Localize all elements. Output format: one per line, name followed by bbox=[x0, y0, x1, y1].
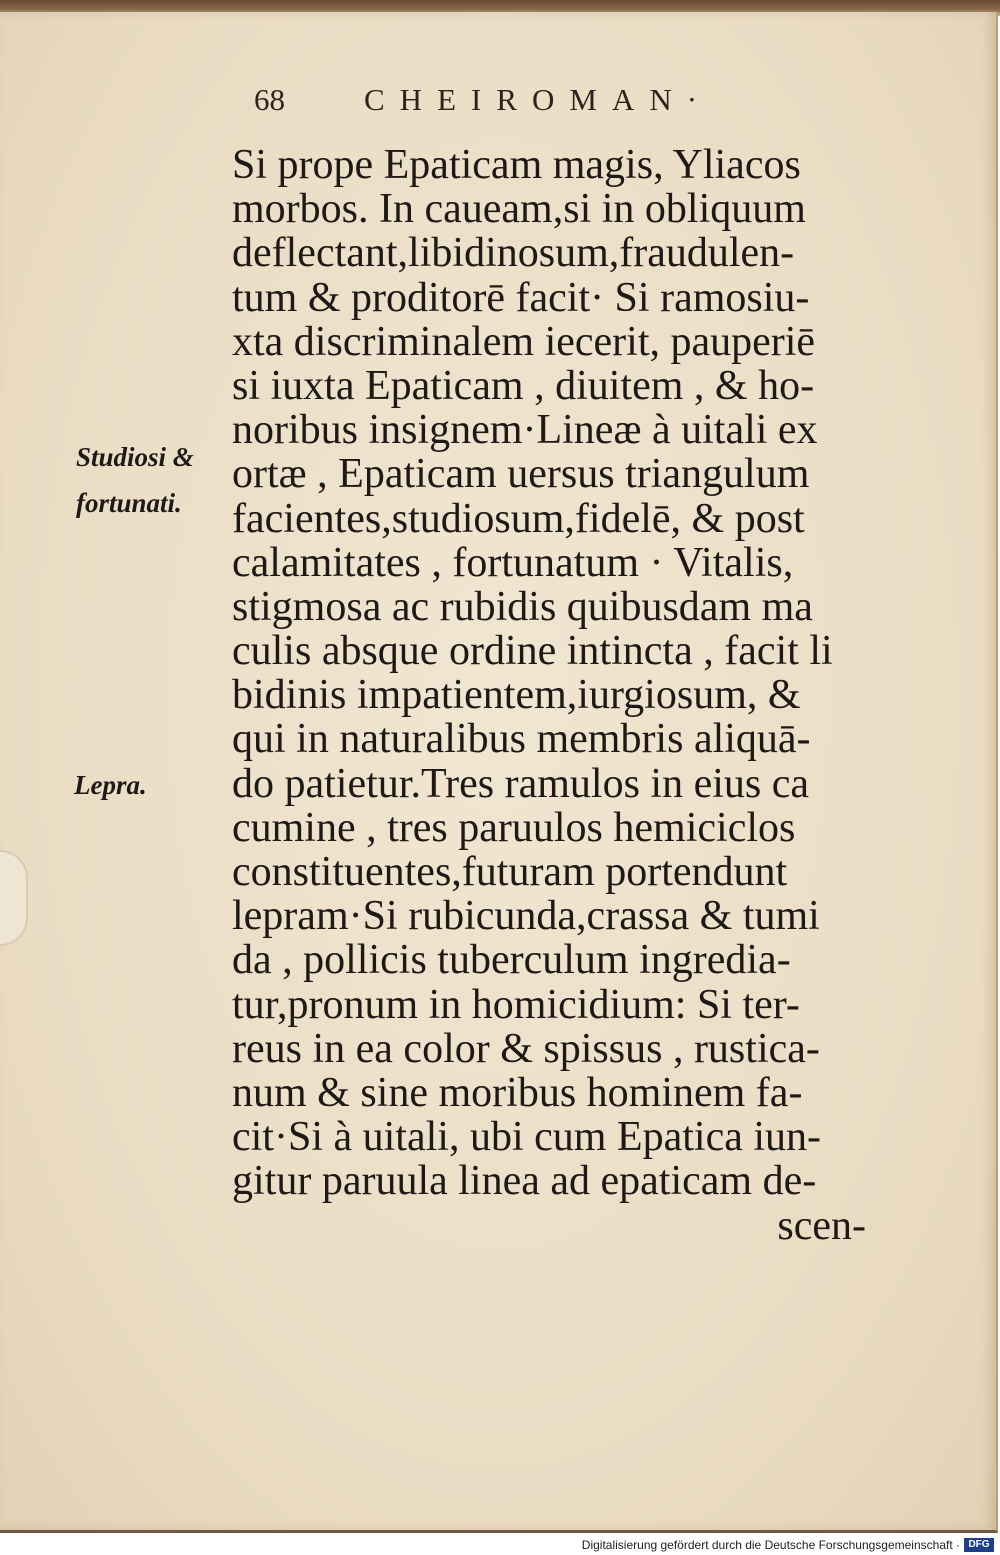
main-text bbox=[232, 143, 892, 1248]
text-line: bidinis impatientem,iurgiosum, & bbox=[232, 672, 801, 719]
catchword: scen- bbox=[777, 1202, 866, 1249]
binding-tab bbox=[0, 850, 28, 946]
text-line: cit·Si à uitali, ubi cum Epatica iun- bbox=[232, 1114, 822, 1161]
text-line: gitur paruula linea ad epaticam de- bbox=[232, 1158, 817, 1205]
text-line: culis absque ordine intincta , facit li bbox=[232, 628, 833, 675]
marginal-note-fortunati: fortunati. bbox=[76, 488, 182, 518]
text-line: noribus insignem·Lineæ à uitali ex bbox=[232, 407, 818, 454]
digitization-credit: Digitalisierung gefördert durch die Deutsche Forschungsgemeinschaft · bbox=[581, 1538, 960, 1552]
dfg-logo: DFG bbox=[964, 1538, 994, 1552]
text-line: reus in ea color & spissus , rustica- bbox=[232, 1025, 820, 1072]
text-line: ortæ , Epaticam uersus triangulum bbox=[232, 451, 810, 498]
text-line: lepram·Si rubicunda,crassa & tumi bbox=[232, 893, 820, 940]
marginal-note-lepra: Lepra. bbox=[74, 770, 147, 800]
text-line: constituentes,futuram portendunt bbox=[232, 849, 788, 895]
text-line: cumine , tres paruulos hemiciclos bbox=[232, 804, 796, 851]
text-line: tum & proditorē facit· Si ramosiu- bbox=[232, 274, 810, 321]
text-line: xta discriminalem iecerit, pauperiē bbox=[232, 318, 816, 365]
text-line: qui in naturalibus membris aliquā- bbox=[232, 716, 811, 763]
text-line: morbos. In caueam,si in obliquum bbox=[232, 186, 806, 233]
running-title: CHEIROMAN· bbox=[364, 82, 713, 117]
text-line: facientes,studiosum,fidelē, & post bbox=[232, 495, 805, 542]
text-line: da , pollicis tuberculum ingredia- bbox=[232, 937, 791, 984]
marginal-note-studiosi: Studiosi & bbox=[76, 442, 194, 472]
text-line: stigmosa ac rubidis quibusdam ma bbox=[232, 583, 813, 630]
text-line: si iuxta Epaticam , diuitem , & ho- bbox=[232, 362, 815, 409]
text-line: deflectant,libidinosum,fraudulen- bbox=[232, 230, 795, 277]
text-line: tur,pronum in homicidium: Si ter- bbox=[232, 981, 800, 1028]
page-number: 68 bbox=[254, 82, 285, 117]
text-line: num & sine moribus hominem fa- bbox=[232, 1069, 803, 1116]
text-line: calamitates , fortunatum · Vitalis, bbox=[232, 539, 794, 586]
text-line: do patietur.Tres ramulos in eius ca bbox=[232, 760, 810, 807]
text-line: Si prope Epaticam magis, Yliacos bbox=[232, 142, 801, 188]
